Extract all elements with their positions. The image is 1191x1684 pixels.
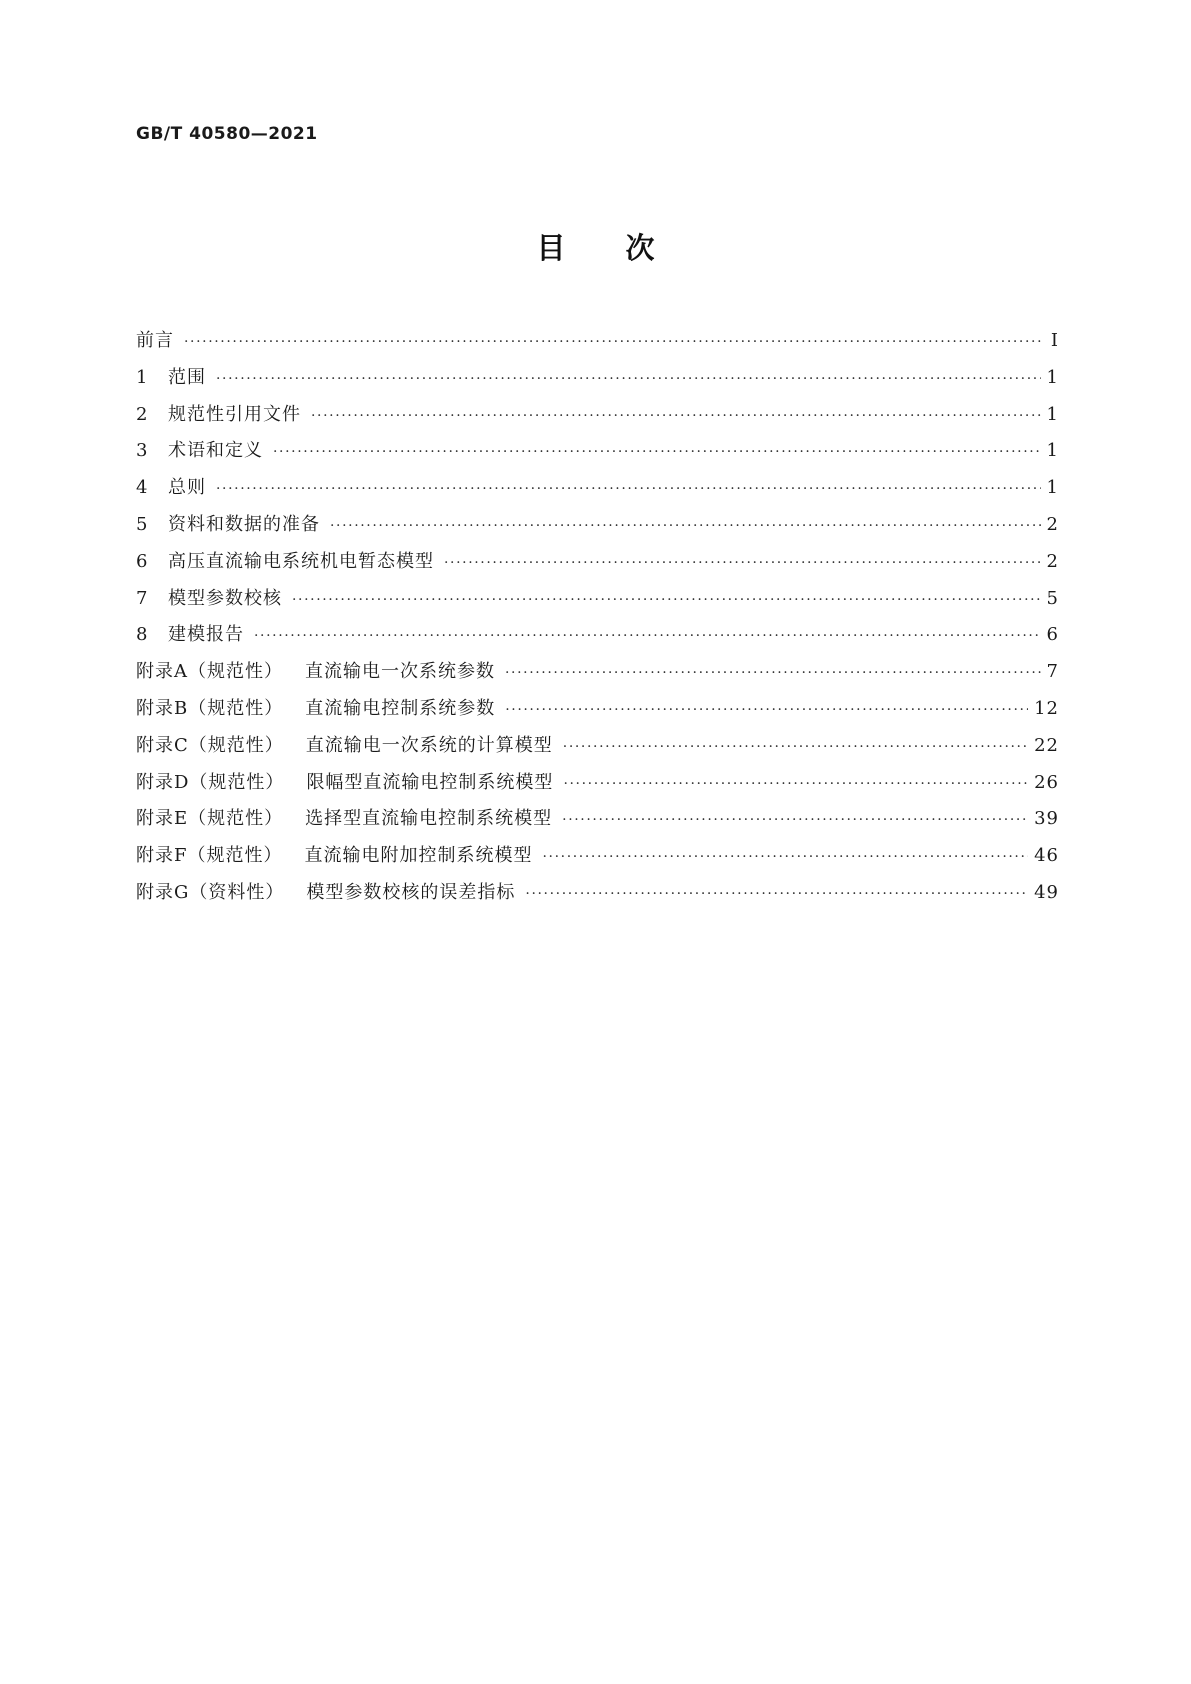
- toc-entry-label: 直流输电一次系统的计算模型: [305, 734, 553, 756]
- toc-entry-page: 1: [1046, 403, 1059, 425]
- toc-entry-modeling-report[interactable]: [136, 620, 1059, 657]
- page-title: 目次: [536, 231, 715, 265]
- toc-entry-page: 1: [1046, 440, 1059, 462]
- toc-entry-label: 直流输电控制系统参数: [305, 697, 496, 719]
- toc-leader-dots: [525, 886, 1028, 902]
- toc-entry-label: 限幅型直流输电控制系统模型: [306, 771, 554, 793]
- toc-entry-page: 2: [1046, 513, 1059, 535]
- toc-entry-annex-d[interactable]: [136, 768, 1059, 805]
- toc-entry-label: 总则: [168, 477, 206, 499]
- toc-entry-label: 高压直流输电系统机电暂态模型: [168, 550, 434, 572]
- toc-leader-dots: [311, 408, 1041, 424]
- toc-entry-label: 资料和数据的准备: [168, 513, 320, 535]
- toc-leader-dots: [330, 518, 1041, 534]
- toc-entry-label: 规范性引用文件: [168, 403, 301, 425]
- toc-entry-page: 46: [1034, 845, 1059, 867]
- toc-leader-dots: [216, 481, 1041, 497]
- toc-entry-number: 7: [136, 587, 149, 609]
- toc-entry-page: 49: [1034, 881, 1059, 903]
- toc-entry-label: 前言: [136, 330, 174, 351]
- toc-entry-annex-c[interactable]: [136, 731, 1059, 768]
- table-of-contents: [136, 326, 1059, 915]
- toc-entry-page: 2: [1046, 550, 1059, 572]
- toc-entry-foreword[interactable]: [136, 326, 1059, 363]
- toc-leader-dots: [184, 334, 1043, 350]
- toc-entry-annex-prefix: 附录E（规范性）: [136, 808, 284, 830]
- toc-entry-general[interactable]: [136, 473, 1059, 510]
- toc-entry-number: 3: [136, 440, 149, 462]
- toc-entry-label: 模型参数校核: [168, 587, 282, 609]
- toc-entry-number: 6: [136, 550, 149, 572]
- toc-entry-page: Ⅰ: [1050, 330, 1059, 351]
- toc-entry-annex-prefix: 附录G（资料性）: [136, 881, 285, 903]
- toc-leader-dots: [505, 702, 1028, 718]
- toc-entry-annex-g[interactable]: [136, 878, 1059, 915]
- toc-leader-dots: [562, 812, 1028, 828]
- toc-entry-annex-f[interactable]: [136, 841, 1059, 878]
- toc-entry-page: 5: [1046, 587, 1059, 609]
- toc-entry-page: 39: [1034, 808, 1059, 830]
- toc-entry-scope[interactable]: [136, 363, 1059, 400]
- toc-entry-annex-b[interactable]: [136, 694, 1059, 731]
- toc-leader-dots: [292, 592, 1041, 608]
- toc-leader-dots: [254, 628, 1041, 644]
- toc-leader-dots: [505, 665, 1041, 681]
- toc-entry-label: 模型参数校核的误差指标: [306, 881, 516, 903]
- standard-number: GB/T 40580—2021: [136, 124, 318, 144]
- toc-entry-hvdc-model[interactable]: [136, 547, 1059, 584]
- toc-entry-annex-prefix: 附录F（规范性）: [136, 845, 283, 867]
- toc-entry-normative-references[interactable]: [136, 400, 1059, 437]
- toc-entry-number: 8: [136, 624, 149, 646]
- toc-entry-label: 直流输电一次系统参数: [305, 661, 495, 683]
- toc-entry-label: 选择型直流输电控制系统模型: [305, 808, 553, 830]
- toc-entry-terms[interactable]: [136, 436, 1059, 473]
- toc-entry-page: 12: [1034, 697, 1059, 719]
- toc-leader-dots: [563, 776, 1028, 792]
- toc-entry-number: 4: [136, 477, 149, 499]
- toc-entry-annex-prefix: 附录C（规范性）: [136, 734, 284, 756]
- toc-leader-dots: [216, 371, 1041, 387]
- toc-entry-page: 1: [1046, 477, 1059, 499]
- toc-leader-dots: [444, 555, 1041, 571]
- toc-leader-dots: [563, 739, 1028, 755]
- toc-entry-number: 1: [136, 366, 149, 388]
- toc-entry-data-preparation[interactable]: [136, 510, 1059, 547]
- toc-entry-page: 1: [1046, 366, 1059, 388]
- toc-entry-label: 范围: [168, 366, 206, 388]
- toc-entry-annex-prefix: 附录B（规范性）: [136, 697, 284, 719]
- toc-entry-label: 建模报告: [168, 624, 244, 646]
- toc-leader-dots: [273, 444, 1041, 460]
- toc-entry-number: 2: [136, 403, 149, 425]
- toc-entry-annex-prefix: 附录D（规范性）: [136, 771, 285, 793]
- toc-entry-label: 术语和定义: [168, 440, 263, 462]
- toc-entry-annex-prefix: 附录A（规范性）: [136, 661, 283, 683]
- toc-entry-page: 6: [1046, 624, 1059, 646]
- toc-entry-page: 26: [1034, 771, 1059, 793]
- toc-entry-parameter-verification[interactable]: [136, 584, 1059, 621]
- toc-entry-number: 5: [136, 513, 149, 535]
- toc-entry-page: 7: [1046, 661, 1059, 683]
- toc-entry-label: 直流输电附加控制系统模型: [304, 845, 533, 867]
- toc-entry-annex-e[interactable]: [136, 804, 1059, 841]
- toc-leader-dots: [543, 849, 1029, 865]
- toc-entry-page: 22: [1034, 734, 1059, 756]
- toc-entry-annex-a[interactable]: [136, 657, 1059, 694]
